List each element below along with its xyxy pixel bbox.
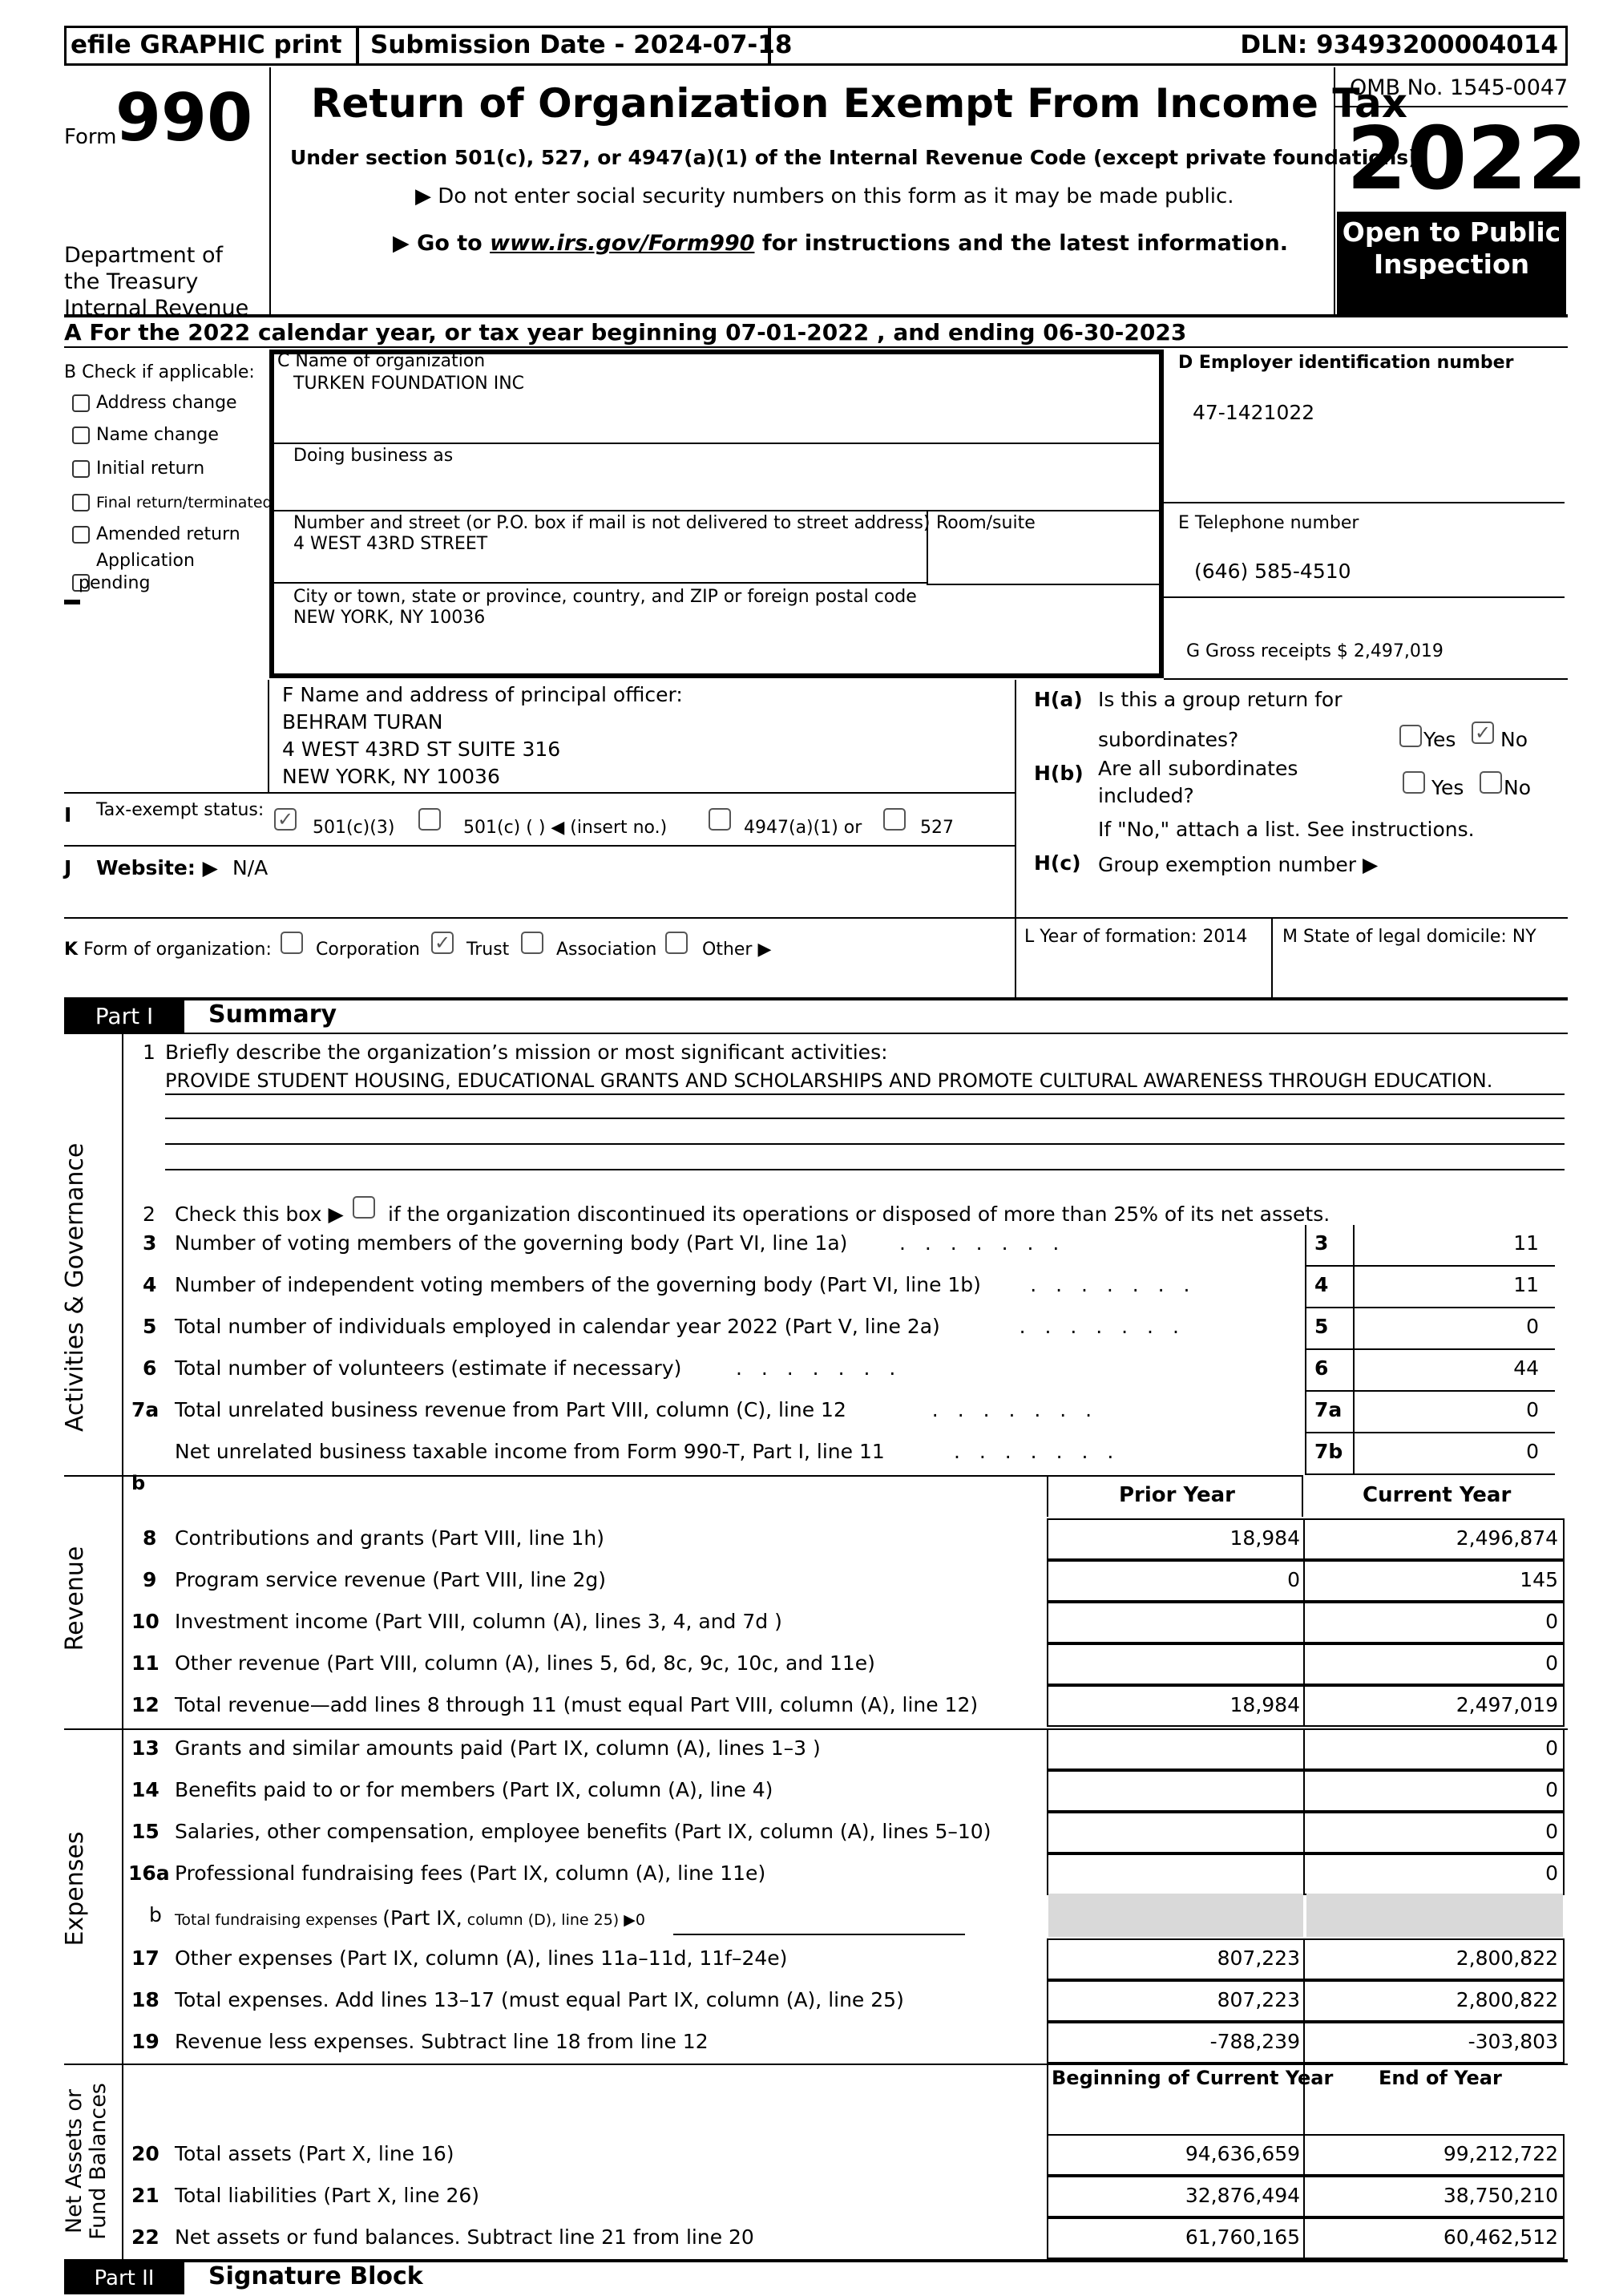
net-section-top-rule [64,2064,1568,2065]
gov-line-value: 11 [1513,1231,1539,1255]
submission-date: Submission Date - 2024-07-18 [370,30,793,59]
f-left-rule [268,680,269,792]
gov-line-text: Total unrelated business revenue from Part VIII, column (C), line 12 [175,1398,846,1421]
officer-address-2: NEW YORK, NY 10036 [282,765,500,788]
prior-year-value: -788,239 [1209,2030,1300,2053]
501c3-checkbox[interactable]: ✓ [274,808,297,831]
current-year-value: 0 [1545,1861,1558,1885]
part2-title: Signature Block [208,2262,423,2290]
501c-label: 501(c) ( ) ◀ (insert no.) [463,818,668,838]
side-label-revenue: Revenue [61,1546,89,1651]
line-1-label: Briefly describe the organization’s mission or most significant activities: [165,1041,888,1064]
name-change-checkbox[interactable] [72,426,90,444]
section-i-letter: I [64,803,72,827]
amount-line-text: Other expenses (Part IX, column (A), lines 11a–11d, 11f–24e) [175,1946,788,1970]
header-divider-left [269,67,271,316]
org-name-label: C Name of organization [277,351,486,371]
telephone-value: (646) 585-4510 [1194,560,1351,583]
current-year-value: 0 [1545,1651,1558,1675]
discontinued-checkbox[interactable] [353,1196,375,1219]
amount-line-text: Contributions and grants (Part VIII, line 1h) [175,1526,604,1550]
form-title: Return of Organization Exempt From Income Tax [311,80,1407,127]
side-label-net-assets: Net Assets or Fund Balances [62,2083,111,2240]
amended-return-label: Amended return [96,524,240,544]
amount-line-text: Other revenue (Part VIII, column (A), lines 5, 6d, 8c, 9c, 10c, and 11e) [175,1651,875,1675]
street-address: 4 WEST 43RD STREET [293,534,488,554]
gov-line-box: 7a [1314,1398,1343,1421]
ssn-notice: ▶ Do not enter social security numbers on this form as it may be made public. [415,184,1234,208]
gov-line-value: 44 [1513,1356,1539,1380]
hb-label: H(b) [1034,762,1084,785]
line-16b-mid: (Part IX, [382,1906,462,1930]
line-16b-number: b [149,1903,162,1926]
gov-line-leader: . . . . . . . [1030,1273,1197,1296]
current-year-value: 2,496,874 [1456,1526,1558,1550]
part1-title: Summary [208,1000,337,1029]
line-2-pre: Check this box ▶ [175,1203,344,1226]
hb-text-1: Are all subordinates [1098,757,1298,780]
gov-line-text: Net unrelated business taxable income from Form 990-T, Part I, line 11 [175,1440,885,1463]
amount-line-number: 21 [131,2184,159,2207]
c-rule-2 [274,510,1159,511]
irs-notice-pre: ▶ Go to [393,231,491,256]
ha-yes-checkbox[interactable] [1399,725,1422,747]
prior-year-value: 807,223 [1217,1946,1300,1970]
gov-line-number: 3 [143,1231,157,1255]
line-16b-shaded-current [1306,1894,1563,1937]
amount-line-text: Grants and similar amounts paid (Part IX, column (A), lines 1–3 ) [175,1736,821,1760]
current-year-value: 0 [1545,1820,1558,1843]
line-16b-pre: Total fundraising expenses [175,1911,378,1929]
line-7b-suffix: b [131,1472,146,1494]
gov-row-rule [1305,1432,1555,1433]
irs-link-notice [393,231,1288,256]
4947-checkbox[interactable] [709,808,731,831]
final-return-label: Final return/terminated [96,494,273,511]
ein-value: 47-1421022 [1193,401,1315,424]
amount-line-number: 13 [131,1736,159,1760]
amount-line-text: Total assets (Part X, line 16) [175,2142,454,2165]
amount-line-text: Salaries, other compensation, employee benefits (Part IX, column (A), lines 5–10) [175,1820,991,1843]
rev-section-top-rule [64,1475,1050,1477]
section-b-label: B Check if applicable: [64,362,255,382]
gov-line-value: 0 [1526,1315,1539,1338]
gov-line-value: 0 [1526,1440,1539,1463]
trust-label: Trust [466,940,510,960]
prior-year-value: 32,876,494 [1185,2184,1300,2207]
amount-line-text: Benefits paid to or for members (Part IX, column (A), line 4) [175,1778,773,1801]
ha-no-checkbox[interactable]: ✓ [1472,722,1494,744]
gov-row-rule [1305,1473,1555,1475]
c-rule-3 [274,582,928,584]
principal-officer-label: F Name and address of principal officer: [282,683,683,706]
gov-line-leader: . . . . . . . [1019,1315,1185,1338]
gov-line-leader: . . . . . . . [954,1440,1120,1463]
prior-year-cell [1047,1602,1305,1643]
trust-checkbox[interactable]: ✓ [431,932,454,954]
other-label: Other ▶ [702,940,772,960]
gov-line-text: Number of voting members of the governing body (Part VI, line 1a) [175,1231,848,1255]
hb-no-label: No [1504,776,1531,799]
current-year-value: 38,750,210 [1443,2184,1558,2207]
gov-line-value: 11 [1513,1273,1539,1296]
prior-year-cell [1047,1643,1305,1685]
gov-line-text: Total number of volunteers (estimate if necessary) [175,1356,682,1380]
tax-year: 2022 [1347,109,1588,209]
mission-line-3 [165,1143,1565,1145]
amount-line-number: 18 [131,1988,159,2011]
line-2-post: if the organization discontinued its operations or disposed of more than 25% of its net assets. [388,1203,1330,1226]
amount-line-number: 8 [143,1526,157,1550]
527-checkbox[interactable] [883,808,906,831]
prior-year-value: 94,636,659 [1185,2142,1300,2165]
other-checkbox[interactable] [665,932,688,954]
header-divider-right [1334,67,1335,316]
officer-name: BEHRAM TURAN [282,710,443,734]
beginning-year-label: Beginning of Current Year [1052,2067,1334,2089]
i-bottom-rule [64,845,1015,847]
current-year-value: 0 [1545,1736,1558,1760]
mission-line-2 [165,1118,1565,1119]
line-16b-text [175,1906,645,1930]
year-of-formation: L Year of formation: 2014 [1024,927,1248,947]
part1-tag: Part I [64,1000,184,1033]
current-year-cell [1303,1643,1565,1685]
irs-link[interactable]: www.irs.gov/Form990 [490,231,755,256]
amount-line-number: 16a [128,1861,170,1885]
ein-label: D Employer identification number [1178,353,1514,373]
dln-number: DLN: 93493200004014 [1240,30,1558,59]
prior-year-value: 61,760,165 [1185,2225,1300,2249]
gross-receipts [1186,641,1444,661]
ha-text-1: Is this a group return for [1098,688,1343,711]
d-rule [1164,502,1565,503]
address-change-checkbox[interactable] [72,394,90,412]
current-year-value: 0 [1545,1778,1558,1801]
prior-year-value: 18,984 [1230,1693,1300,1716]
gov-box-col-left [1305,1225,1306,1473]
association-checkbox[interactable] [521,932,543,954]
hb-yes-label: Yes [1431,776,1464,799]
application-pending-label: Application pending [79,551,195,593]
form-of-org-label: Form of organization: [83,940,272,960]
officer-address-1: 4 WEST 43RD ST SUITE 316 [282,738,561,761]
hb-note: If "No," attach a list. See instructions. [1098,818,1475,841]
name-change-label: Name change [96,425,219,445]
c-rule-3b [927,584,1159,585]
tax-year-line: A For the 2022 calendar year, or tax year beginning 07-01-2022 , and ending 06-30-2023 [64,319,1187,346]
line-16b-shaded-prior [1048,1894,1303,1937]
header-bottom-rule [64,314,1568,317]
gov-box-col-right [1353,1225,1355,1473]
current-year-value: 145 [1520,1568,1558,1591]
gov-line-box: 3 [1314,1231,1329,1255]
c-rule-1 [274,443,1159,444]
amount-line-number: 14 [131,1778,159,1801]
part1-header-rule [64,1033,1568,1034]
amended-return-checkbox[interactable] [72,526,90,544]
ha-yes-label: Yes [1423,728,1456,751]
section-k: K Form of organization: [64,940,272,960]
ha-no-label: No [1500,728,1528,751]
amount-line-number: 11 [131,1651,159,1675]
current-year-value: 2,800,822 [1456,1988,1558,2011]
room-divider [927,510,928,585]
section-j-letter: J [64,856,72,879]
current-year-cell [1303,1770,1565,1812]
gov-line-number: 6 [143,1356,157,1380]
omb-divider [1335,106,1568,107]
prior-year-value: 18,984 [1230,1526,1300,1550]
j-bottom-rule [64,917,1568,919]
mission-line-1 [165,1093,1565,1095]
initial-return-label: Initial return [96,459,205,479]
gov-line-box: 6 [1314,1356,1329,1380]
line-2-number: 2 [143,1203,155,1226]
current-year-value: 99,212,722 [1443,2142,1558,2165]
gov-line-text: Total number of individuals employed in calendar year 2022 (Part V, line 2a) [175,1315,940,1338]
k-l-divider [1015,917,1016,997]
part2-tag: Part II [64,2262,184,2294]
form-subtitle: Under section 501(c), 527, or 4947(a)(1) of the Internal Revenue Code (except private foundations) [290,146,1418,169]
gov-row-rule [1305,1390,1555,1392]
gross-receipts-label: G Gross receipts $ [1186,641,1348,661]
amount-line-text: Total revenue—add lines 8 through 11 (must equal Part VIII, column (A), line 12) [175,1693,979,1716]
gov-line-box: 5 [1314,1315,1329,1338]
prior-year-cell [1047,1728,1305,1770]
omb-number: OMB No. 1545-0047 [1350,75,1569,100]
prior-year-value: 807,223 [1217,1988,1300,2011]
amount-line-number: 12 [131,1693,159,1716]
amount-line-text: Total liabilities (Part X, line 26) [175,2184,480,2207]
gov-line-value: 0 [1526,1398,1539,1421]
top-bar-divider [356,26,359,66]
prior-year-cell [1047,1812,1305,1853]
g-rule [1164,678,1568,680]
hb-yes-checkbox[interactable] [1403,771,1425,794]
current-year-label: Current Year [1363,1483,1512,1507]
current-year-value: 2,800,822 [1456,1946,1558,1970]
amount-line-number: 20 [131,2142,159,2165]
amount-line-text: Program service revenue (Part VIII, line 2g) [175,1568,606,1591]
line-a-rule [64,346,1568,348]
amount-line-text: Investment income (Part VIII, column (A), lines 3, 4, and 7d ) [175,1610,782,1633]
city-value: NEW YORK, NY 10036 [293,608,486,628]
corporation-checkbox[interactable] [281,932,303,954]
form-label: Form [64,125,117,149]
hc-text: Group exemption number ▶ [1098,853,1379,876]
amount-line-text: Revenue less expenses. Subtract line 18 from line 12 [175,2030,709,2053]
department-name: Department of the Treasury [64,243,223,294]
gov-line-leader: . . . . . . . [899,1231,1066,1255]
amount-line-text: Total expenses. Add lines 13–17 (must equal Part IX, column (A), line 25) [175,1988,904,2011]
room-suite-label: Room/suite [936,513,1036,533]
gov-line-number: 4 [143,1273,157,1296]
prior-year-value: 0 [1287,1568,1300,1591]
pending-marker [64,600,80,604]
amount-line-text: Net assets or fund balances. Subtract line 21 from line 20 [175,2225,754,2249]
amount-line-number: 22 [131,2225,159,2249]
prior-year-cell [1047,1853,1305,1895]
4947-label: 4947(a)(1) or [744,818,862,838]
ha-text-2: subordinates? [1098,728,1239,751]
prior-year-cell [1047,1770,1305,1812]
current-year-cell [1303,1812,1565,1853]
address-change-label: Address change [96,393,237,413]
website-label: Website: ▶ [96,856,218,879]
amount-line-number: 15 [131,1820,159,1843]
hb-no-checkbox[interactable] [1480,771,1502,794]
initial-return-checkbox[interactable] [72,460,90,478]
corporation-label: Corporation [316,940,420,960]
gross-receipts-value: 2,497,019 [1353,641,1444,661]
current-year-value: 60,462,512 [1443,2225,1558,2249]
501c-checkbox[interactable] [418,808,441,831]
line-16b-underline [673,1934,965,1935]
mission-line-4 [165,1169,1565,1170]
hc-label: H(c) [1034,851,1081,875]
irs-notice-post: for instructions and the latest information. [754,231,1288,256]
mission-statement: PROVIDE STUDENT HOUSING, EDUCATIONAL GRANTS AND SCHOLARSHIPS AND PROMOTE CULTURAL AWARENESS THROUGH EDUCATION. [165,1069,1493,1092]
ha-label: H(a) [1034,688,1083,711]
side-label-expenses: Expenses [61,1831,89,1946]
line-1-number: 1 [143,1041,155,1064]
gov-line-box: 4 [1314,1273,1329,1296]
gov-row-rule [1305,1348,1555,1350]
i-top-rule [64,792,1015,794]
side-label-governance: Activities & Governance [61,1142,89,1432]
current-year-cell [1303,1853,1565,1895]
line-16b-post: column (D), line 25) ▶0 [466,1911,645,1929]
amount-line-number: 17 [131,1946,159,1970]
gov-line-number: 7a [131,1398,159,1421]
city-label: City or town, state or province, country, and ZIP or foreign postal code [293,587,917,607]
prior-year-cell [1047,1560,1305,1602]
gov-line-leader: . . . . . . . [736,1356,902,1380]
gov-line-number: 5 [143,1315,157,1338]
dba-label: Doing business as [293,446,454,466]
501c3-label: 501(c)(3) [313,818,395,838]
open-to-public: Open to Public Inspection [1337,212,1566,314]
gov-row-rule [1305,1265,1555,1267]
current-year-value: -303,803 [1468,2030,1558,2053]
form-number: 990 [115,80,253,156]
amount-line-text: Professional fundraising fees (Part IX, column (A), line 11e) [175,1861,766,1885]
state-of-domicile: M State of legal domicile: NY [1282,927,1536,947]
end-year-label: End of Year [1379,2067,1502,2089]
gov-line-leader: . . . . . . . [931,1398,1099,1421]
gov-line-text: Number of independent voting members of the governing body (Part VI, line 1b) [175,1273,981,1296]
527-label: 527 [920,818,954,838]
irs-name: Internal Revenue [64,296,249,316]
telephone-label: E Telephone number [1178,513,1359,533]
gov-line-box: 7b [1314,1440,1343,1463]
hb-text-2: included? [1098,784,1194,807]
side-strip-divider [122,1034,123,2259]
tax-exempt-label: Tax-exempt status: [96,800,264,820]
amount-line-number: 9 [143,1568,157,1591]
l-m-divider [1271,917,1273,997]
prior-year-label: Prior Year [1119,1483,1235,1507]
gov-row-rule [1305,1307,1555,1308]
efile-label: efile GRAPHIC print [71,30,342,59]
amount-line-number: 10 [131,1610,159,1633]
org-name: TURKEN FOUNDATION INC [293,374,525,394]
street-label: Number and street (or P.O. box if mail is not delivered to street address) [293,513,931,533]
e-rule [1164,596,1565,598]
website-value: N/A [232,856,269,879]
association-label: Association [556,940,657,960]
current-year-value: 0 [1545,1610,1558,1633]
current-year-cell [1303,1728,1565,1770]
amount-line-number: 19 [131,2030,159,2053]
final-return-checkbox[interactable] [72,494,90,511]
current-year-cell [1303,1602,1565,1643]
current-year-value: 2,497,019 [1456,1693,1558,1716]
